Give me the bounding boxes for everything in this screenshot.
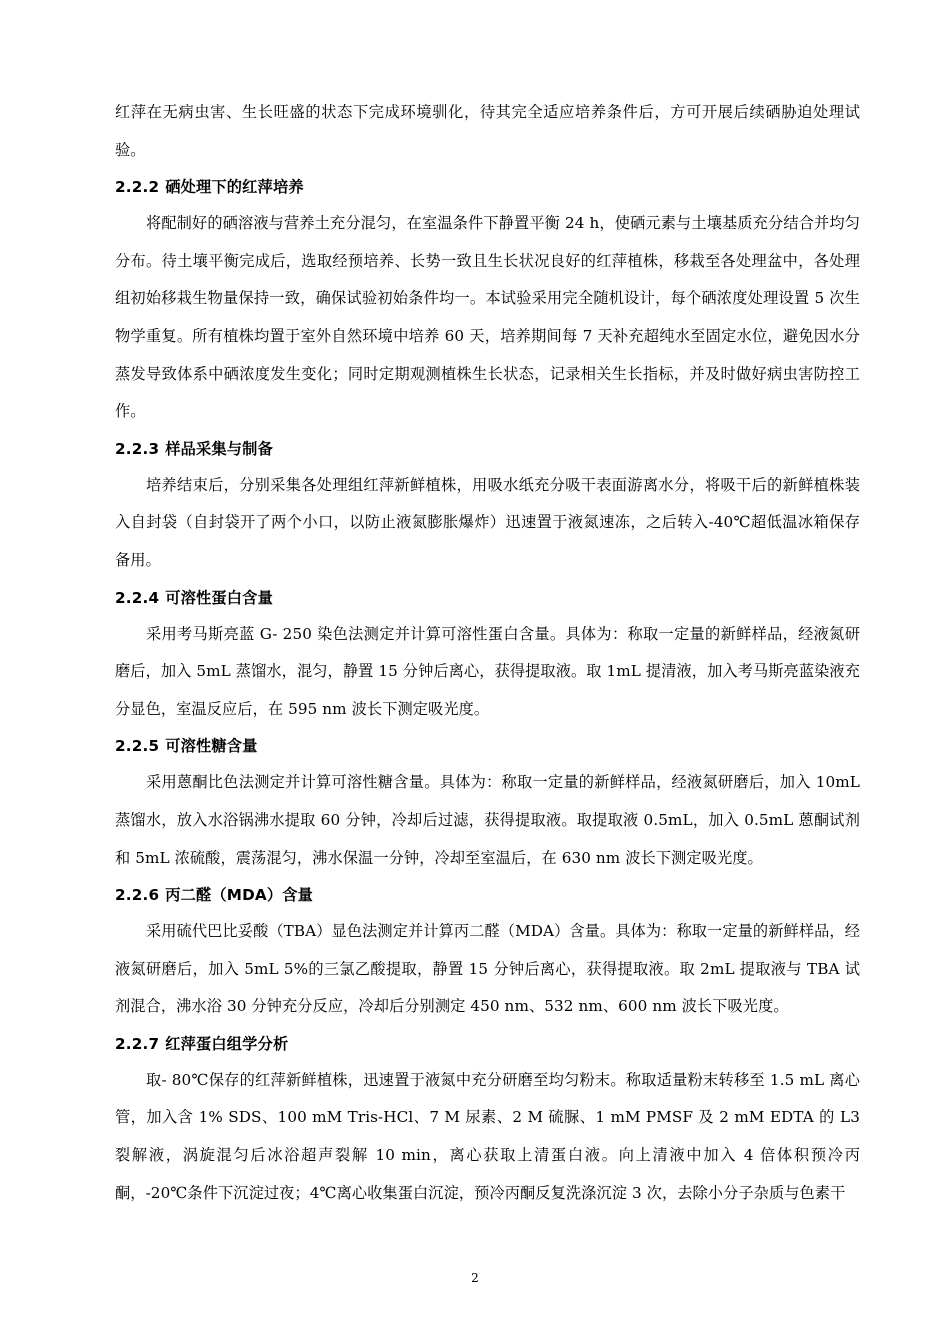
section-number: 2.2.3 xyxy=(115,439,160,458)
section-heading xyxy=(115,431,860,467)
body-paragraph: 采用蒽酮比色法测定并计算可溶性糖含量。具体为：称取一定量的新鲜样品，经液氮研磨后，加入 10mL 蒸馏水，放入水浴锅沸水提取 60 分钟，冷却后过滤，获得提取液。取提取液 0.5mL，加入 0.5mL 蒽酮试剂和 5mL 浓硫酸，震荡混匀，沸水保温一分钟，冷却至室温后，在 630 nm 波长下测定吸光度。 xyxy=(115,773,860,867)
section-heading xyxy=(115,169,860,205)
section-number: 2.2.5 xyxy=(115,737,160,756)
body-paragraph: 采用考马斯亮蓝 G- 250 染色法测定并计算可溶性蛋白含量。具体为：称取一定量的新鲜样品，经液氮研磨后，加入 5mL 蒸馏水，混匀，静置 15 分钟后离心，获得提取液。取 1mL 提清液，加入考马斯亮蓝染液充分显色，室温反应后，在 595 nm 波长下测定吸光度。 xyxy=(115,624,860,718)
document-body xyxy=(115,94,860,1212)
section-heading xyxy=(115,728,860,764)
section-title: 硒处理下的红萍培养 xyxy=(165,178,304,197)
section-number: 2.2.7 xyxy=(115,1034,160,1053)
body-paragraph: 红萍在无病虫害、生长旺盛的状态下完成环境驯化，待其完全适应培养条件后，方可开展后续硒胁迫处理试验。 xyxy=(115,103,860,159)
body-paragraph: 取- 80℃保存的红萍新鲜植株，迅速置于液氮中充分研磨至均匀粉末。称取适量粉末转移至 1.5 mL 离心管，加入含 1% SDS、100 mM Tris-HCl、7 M 尿素、2 M 硫脲、1 mM PMSF 及 2 mM EDTA 的 L3 裂解液，涡旋混匀后冰浴超声裂解 10 min，离心获取上清蛋白液。向上清液中加入 4 倍体积预冷丙酮，-20℃条件下沉淀过夜；4℃离心收集蛋白沉淀，预冷丙酮反复洗涤沉淀 3 次，去除小分子杂质与色素干 xyxy=(115,1070,860,1202)
section-title: 红萍蛋白组学分析 xyxy=(165,1034,289,1053)
section-number: 2.2.6 xyxy=(115,886,160,905)
section-number: 2.2.2 xyxy=(115,178,160,197)
section-title: 可溶性糖含量 xyxy=(165,737,258,756)
section-heading xyxy=(115,580,860,616)
body-paragraph: 将配制好的硒溶液与营养土充分混匀，在室温条件下静置平衡 24 h，使硒元素与土壤基质充分结合并均匀分布。待土壤平衡完成后，选取经预培养、长势一致且生长状况良好的红萍植株，移栽至各处理盆中，各处理组初始移栽生物量保持一致，确保试验初始条件均一。本试验采用完全随机设计，每个硒浓度处理设置 5 次生物学重复。所有植株均置于室外自然环境中培养 60 天，培养期间每 7 天补充超纯水至固定水位，避免因水分蒸发导致体系中硒浓度发生变化；同时定期观测植株生长状态，记录相关生长指标，并及时做好病虫害防控工作。 xyxy=(115,214,860,421)
section-title: 丙二醛（MDA）含量 xyxy=(165,886,314,905)
body-paragraph: 采用硫代巴比妥酸（TBA）显色法测定并计算丙二醛（MDA）含量。具体为：称取一定量的新鲜样品，经液氮研磨后，加入 5mL 5%的三氯乙酸提取，静置 15 分钟后离心，获得提取液。取 2mL 提取液与 TBA 试剂混合，沸水浴 30 分钟充分反应，冷却后分别测定 450 nm、532 nm、600 nm 波长下吸光度。 xyxy=(115,922,860,1016)
section-heading xyxy=(115,1026,860,1062)
section-number: 2.2.4 xyxy=(115,588,160,607)
body-paragraph: 培养结束后，分别采集各处理组红萍新鲜植株，用吸水纸充分吸干表面游离水分，将吸干后的新鲜植株装入自封袋（自封袋开了两个小口，以防止液氮膨胀爆炸）迅速置于液氮速冻，之后转入-40℃超低温冰箱保存备用。 xyxy=(115,475,860,569)
section-title: 样品采集与制备 xyxy=(165,439,273,458)
page-number: 2 xyxy=(471,1271,479,1285)
section-heading xyxy=(115,877,860,913)
section-title: 可溶性蛋白含量 xyxy=(165,588,273,607)
